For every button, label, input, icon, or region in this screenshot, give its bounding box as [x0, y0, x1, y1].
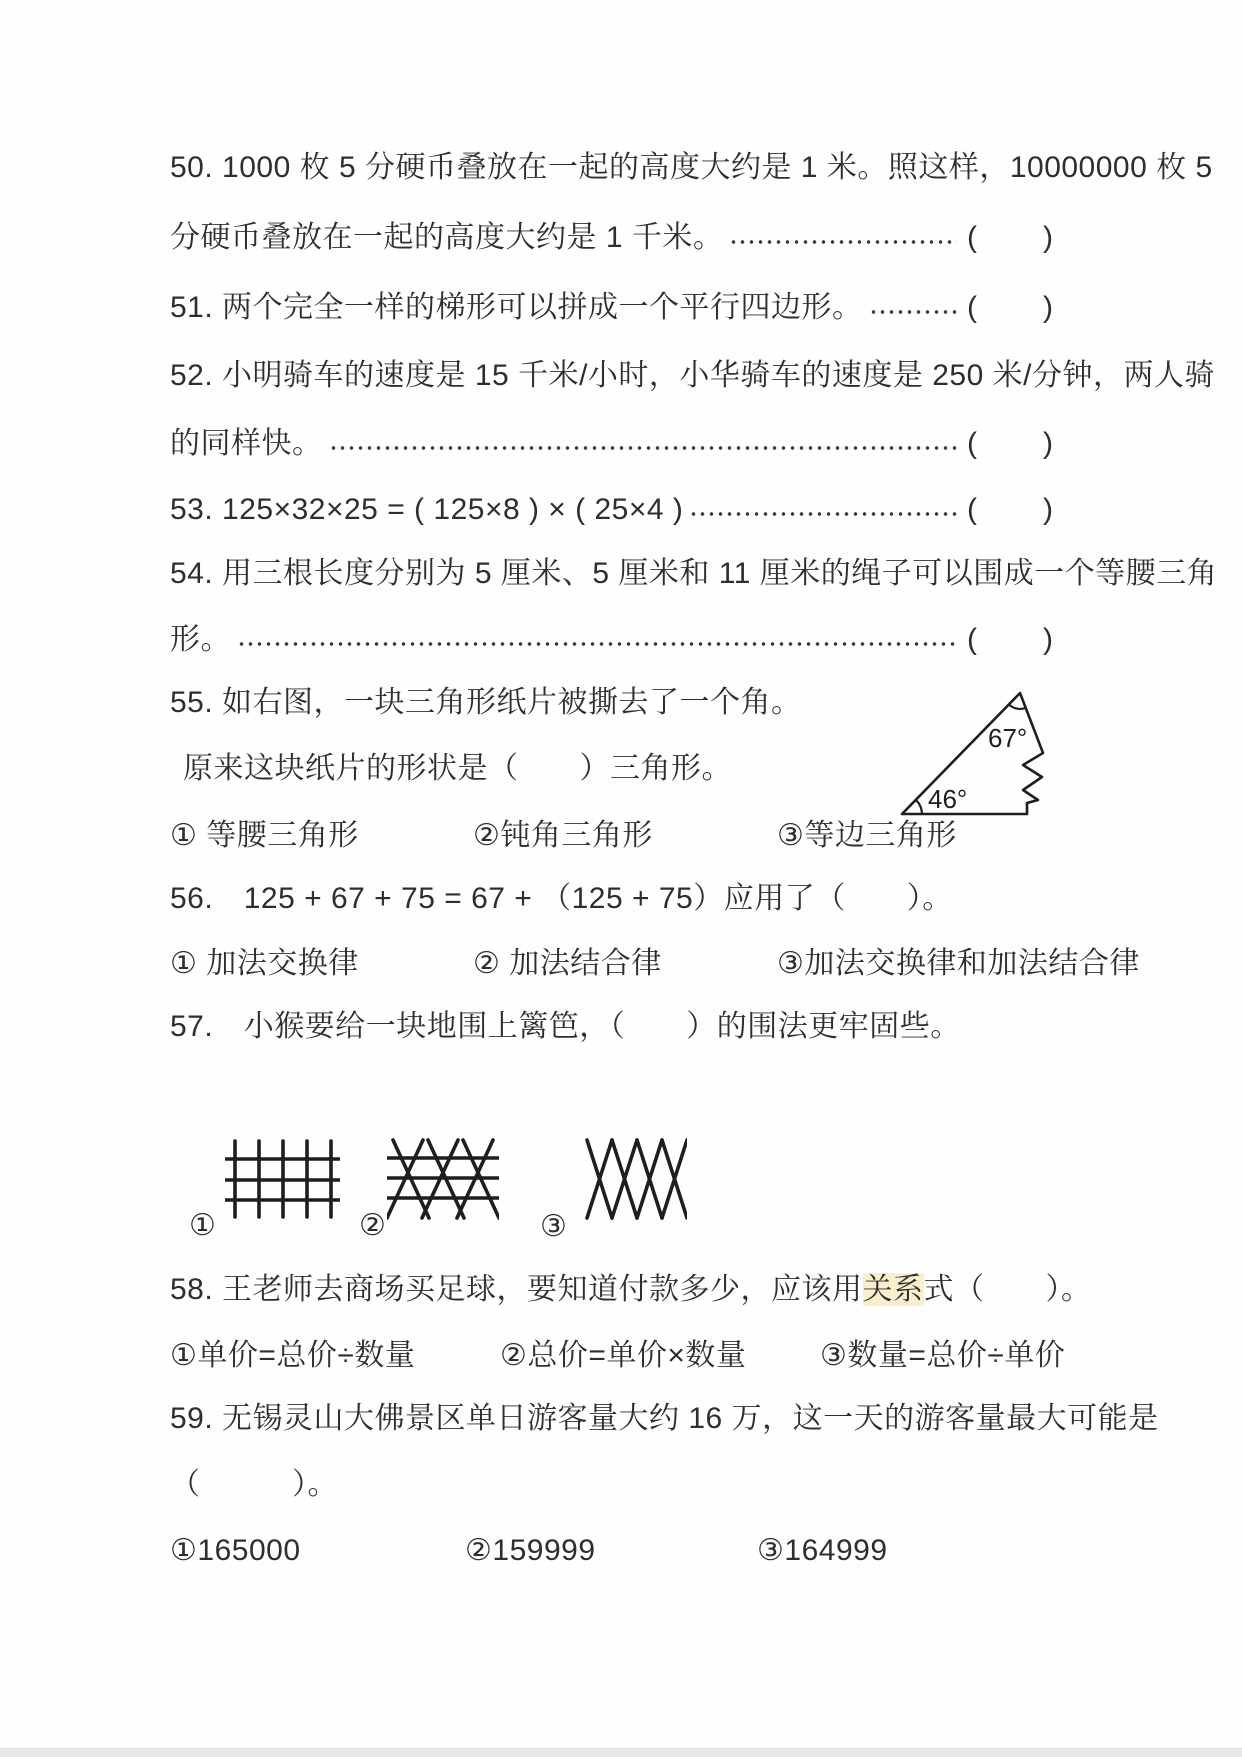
angle-label-46: 46° [928, 784, 968, 814]
option-58-1: ①单价=总价÷数量 [170, 1339, 416, 1372]
option-59-1: ①165000 [170, 1534, 301, 1567]
question-50-line-1 [170, 150, 1213, 186]
grid-lines [226, 1141, 339, 1217]
answer-blank-54: ( ) [967, 623, 1055, 656]
question-56 [170, 881, 1055, 917]
question-53 [170, 492, 1055, 528]
question-52-line-1 [170, 358, 1215, 394]
dotted-leader [689, 509, 957, 519]
fence-pattern-2-diagonal-horizontal [387, 1138, 499, 1220]
dotted-leader [729, 237, 957, 247]
option-56-3: ③加法交换律和加法结合律 [777, 947, 1140, 980]
question-58-text: 58. 王老师去商场买足球，要知道付款多少，应该用 [170, 1273, 863, 1306]
left-angle-arc [916, 800, 922, 814]
question-51-text: 51. 两个完全一样的梯形可以拼成一个平行四边形。 [170, 291, 863, 324]
fence-label-2: ② [359, 1209, 386, 1242]
question-54-text-cont: 形。 [170, 623, 231, 656]
question-56-options [170, 946, 1140, 984]
option-55-2: ②钝角三角形 [473, 819, 653, 852]
answer-blank-53: ( ) [967, 493, 1055, 526]
option-56-2: ② 加法结合律 [473, 947, 662, 980]
question-59-text: 59. 无锡灵山大佛景区单日游客量大约 16 万，这一天的游客量最大可能是 [170, 1402, 1159, 1435]
dotted-leader [237, 639, 957, 649]
lattice-lines [387, 1140, 499, 1218]
answer-blank-51: ( ) [967, 291, 1055, 324]
answer-blank-50: ( ) [967, 221, 1055, 254]
option-59-2: ②159999 [465, 1534, 596, 1567]
question-57-text: 57. 小猴要给一块地围上篱笆，（ ）的围法更牢固些。 [170, 1010, 961, 1043]
answer-blank-52: ( ) [967, 427, 1055, 460]
dotted-leader [869, 307, 957, 317]
question-59-line-1 [170, 1401, 1159, 1437]
torn-triangle-shape [902, 693, 1043, 814]
question-50-text: 50. 1000 枚 5 分硬币叠放在一起的高度大约是 1 米。照这样，10000000 枚 5 [170, 151, 1213, 184]
question-59-options [170, 1533, 1055, 1571]
option-56-1: ① 加法交换律 [170, 947, 359, 980]
dotted-leader [329, 443, 958, 453]
question-51 [170, 290, 1055, 326]
question-53-text: 53. 125×32×25 = ( 125×8 ) × ( 25×4 ) [170, 493, 684, 526]
scan-bottom-edge [0, 1748, 1242, 1757]
question-54-text: 54. 用三根长度分别为 5 厘米、5 厘米和 11 厘米的绳子可以围成一个等腰三角 [170, 557, 1218, 590]
fence-label-3: ③ [540, 1210, 567, 1243]
fence-label-1: ① [189, 1209, 216, 1242]
question-50-text-cont: 分硬币叠放在一起的高度大约是 1 千米。 [170, 221, 724, 254]
option-58-2: ②总价=单价×数量 [500, 1339, 747, 1372]
answer-blank-59: （ ）。 [170, 1468, 338, 1501]
question-56-text: 56. 125 + 67 + 75 = 67 + （125 + 75）应用了（ ）。 [170, 882, 953, 915]
option-59-3: ③164999 [757, 1534, 888, 1567]
fence-figures [165, 1130, 765, 1255]
question-52-text: 52. 小明骑车的速度是 15 千米/小时，小华骑车的速度是 250 米/分钟，两人骑 [170, 359, 1215, 392]
question-58-options [170, 1338, 1066, 1376]
question-54-line-1 [170, 556, 1218, 592]
option-58-3: ③数量=总价÷单价 [820, 1339, 1066, 1372]
cross-lines [587, 1140, 687, 1218]
question-55-text: 55. 如右图，一块三角形纸片被撕去了一个角。 [170, 686, 802, 719]
question-52-line-2 [170, 426, 1055, 462]
question-59-line-2 [170, 1467, 1055, 1503]
question-58 [170, 1272, 1092, 1308]
option-55-1: ① 等腰三角形 [170, 819, 359, 852]
question-58-text-end: 式（ ）。 [923, 1273, 1092, 1306]
fence-pattern-1-grid [225, 1138, 340, 1220]
angle-label-67: 67° [988, 723, 1028, 753]
question-52-text-cont: 的同样快。 [170, 427, 323, 460]
fence-pattern-3-cross-lattice [585, 1138, 687, 1220]
question-55-text-cont: 原来这块纸片的形状是（ ）三角形。 [183, 752, 732, 785]
torn-triangle-figure [890, 650, 1080, 830]
apex-angle-arc [1009, 705, 1026, 709]
question-58-highlighted-text: 关系 [862, 1273, 924, 1306]
question-50-line-2 [170, 220, 1055, 256]
option-55-3: ③等边三角形 [777, 819, 957, 852]
question-57 [170, 1009, 1055, 1045]
